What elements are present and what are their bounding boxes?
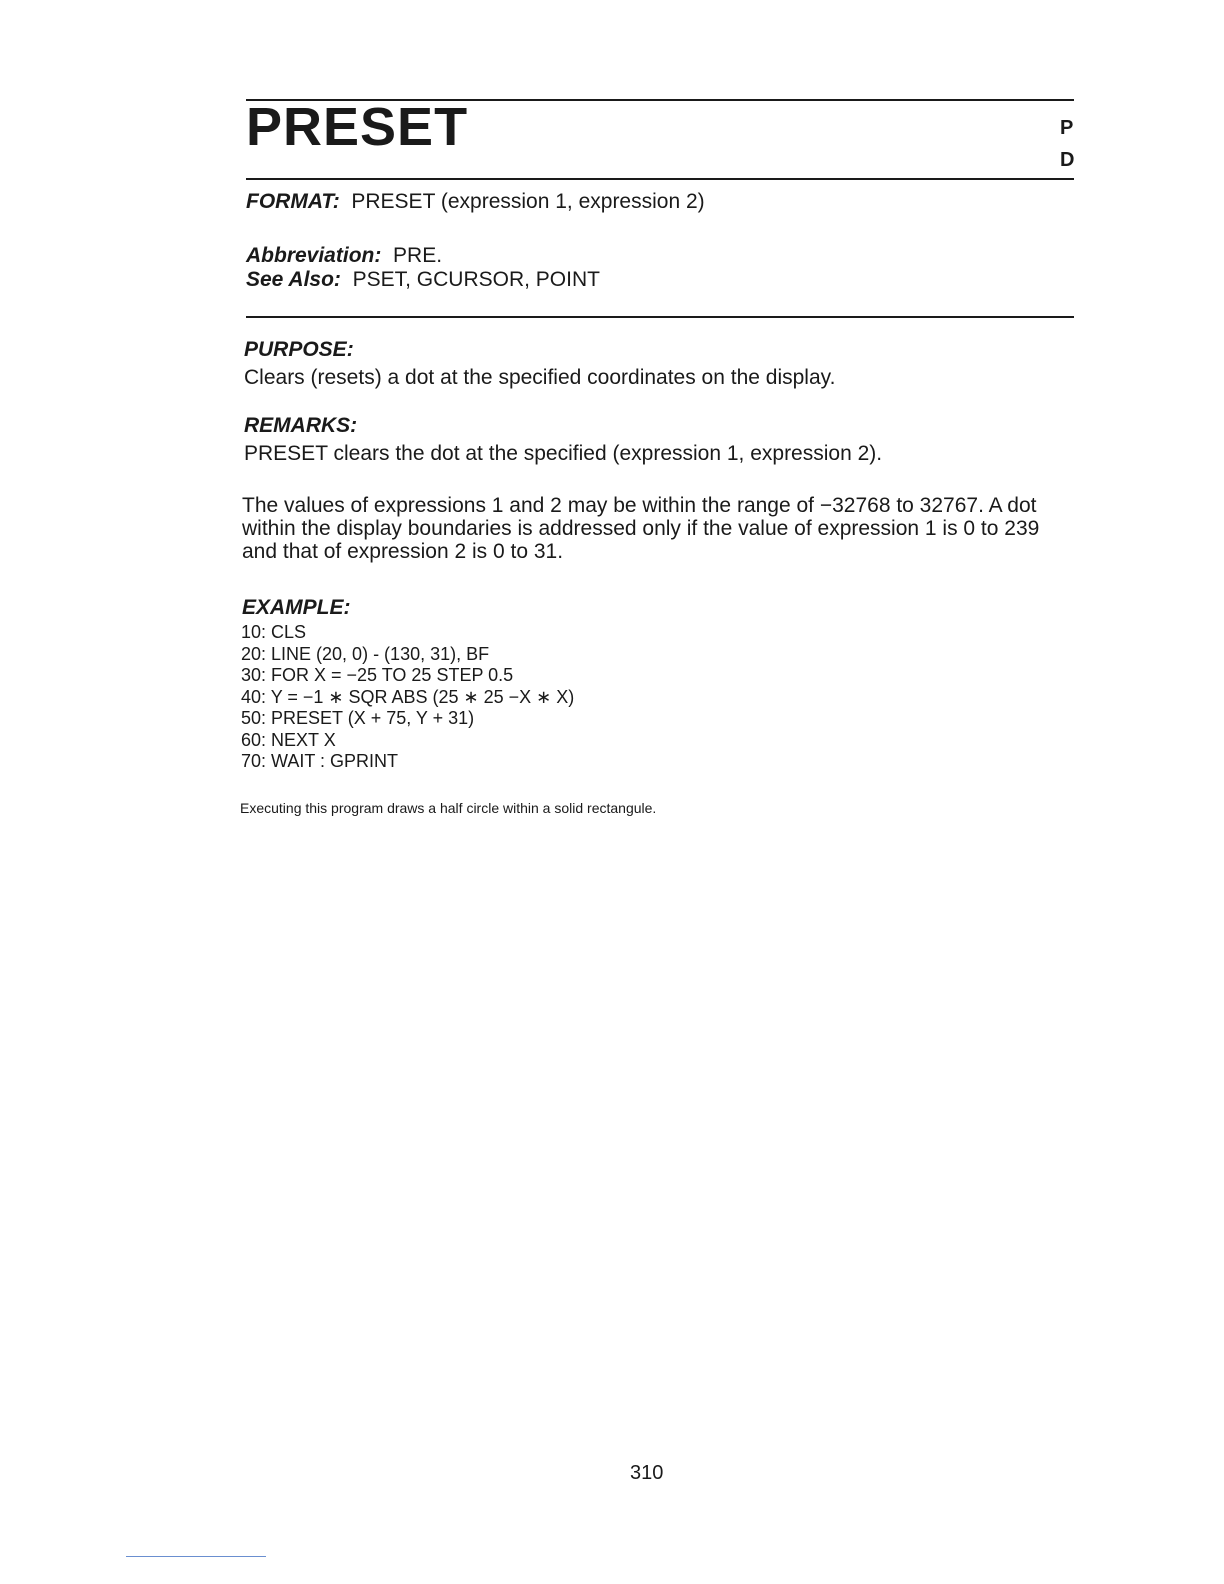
purpose-heading: PURPOSE:: [244, 338, 354, 361]
abbreviation-label: Abbreviation:: [246, 244, 382, 267]
see-also-value: PSET, GCURSOR, POINT: [352, 268, 600, 291]
code-line: 30: FOR X = −25 TO 25 STEP 0.5: [241, 665, 514, 685]
purpose-text: Clears (resets) a dot at the specified coordinates on the display.: [244, 366, 836, 389]
remarks-heading: REMARKS:: [244, 414, 358, 437]
see-also-row: [246, 268, 600, 292]
format-row: [246, 190, 705, 214]
side-index-letter-d: D: [1060, 149, 1075, 171]
example-code-block: [241, 622, 574, 773]
example-caption: Executing this program draws a half circle within a solid rectangule.: [240, 800, 657, 816]
code-line: 40: Y = −1 ∗ SQR ABS (25 ∗ 25 −X ∗ X): [241, 686, 575, 707]
abbreviation-row: [246, 244, 442, 268]
code-line: 20: LINE (20, 0) - (130, 31), BF: [241, 643, 490, 664]
section-divider-rule: [246, 316, 1074, 318]
format-label: FORMAT:: [246, 190, 340, 213]
page-title: PRESET: [246, 97, 469, 157]
example-heading: EXAMPLE:: [242, 596, 351, 619]
side-index-letter-p: P: [1060, 117, 1074, 139]
see-also-label: See Also:: [246, 268, 341, 291]
code-line: 60: NEXT X: [241, 729, 336, 750]
header-bottom-rule: [246, 178, 1074, 180]
scan-edge-line: [126, 1556, 266, 1557]
code-line: 50: PRESET (X + 75, Y + 31): [241, 708, 475, 728]
format-value: PRESET (expression 1, expression 2): [351, 190, 705, 213]
remarks-paragraph-1: PRESET clears the dot at the specified (expression 1, expression 2).: [244, 442, 883, 465]
remarks-paragraph-2: The values of expressions 1 and 2 may be within the range of −32768 to 32767. A dot within the display boundaries is addressed only if the value of expression 1 is 0 to 239 and that of expression 2 is 0 to 31.: [242, 494, 1040, 564]
page-number: 310: [630, 1462, 664, 1484]
code-line: 70: WAIT : GPRINT: [241, 751, 399, 771]
abbreviation-value: PRE.: [393, 244, 443, 267]
code-line: 10: CLS: [241, 622, 307, 642]
